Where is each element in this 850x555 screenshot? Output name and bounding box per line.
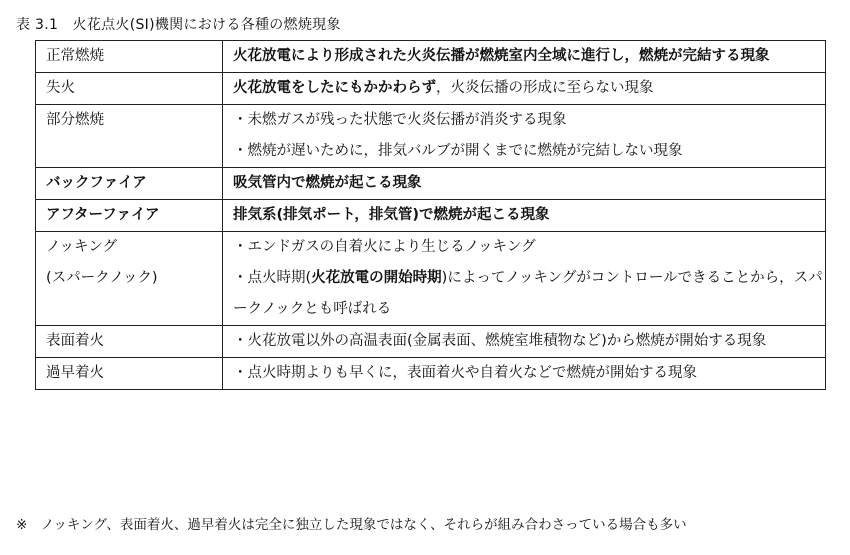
- term-cell: [36, 105, 223, 168]
- term-sublabel: (スパークノック): [46, 270, 158, 286]
- term-label: 失火: [46, 80, 75, 96]
- description-cell: [223, 232, 826, 326]
- table-row-knocking: [36, 232, 826, 326]
- description-cell: [223, 326, 826, 358]
- description-text: 火花放電により形成された火炎伝播が燃焼室内全域に進行し，燃焼が完結する現象: [233, 48, 770, 64]
- description-cell: [223, 200, 826, 232]
- description-bullet: ・燃焼が遅いために，排気バルブが開くまでに燃焼が完結しない現象: [233, 143, 683, 159]
- description-text: [233, 73, 825, 104]
- term-label: ノッキング: [46, 239, 118, 255]
- description-rest: ，火炎伝播の形成に至らない現象: [436, 80, 654, 96]
- footnote: ※ ノッキング、表面着火、過早着火は完全に独立した現象ではなく、それらが組み合わさっている場合も多い: [16, 517, 687, 533]
- term-label: 正常燃焼: [46, 48, 104, 64]
- table-row-normal-combustion: [36, 41, 826, 73]
- term-cell: [36, 73, 223, 105]
- description-bullet: ・未燃ガスが残った状態で火炎伝播が消炎する現象: [233, 112, 567, 128]
- term-cell: [36, 358, 223, 390]
- table-row-misfire: [36, 73, 826, 105]
- description-bold-part: 火花放電をしたにもかかわらず: [233, 80, 436, 96]
- description-cell: [223, 41, 826, 73]
- term-label: バックファイア: [46, 175, 147, 191]
- term-label: 部分燃焼: [46, 112, 104, 128]
- description-bullet: [233, 263, 825, 325]
- description-bullet: ・点火時期よりも早くに，表面着火や自着火などで燃焼が開始する現象: [233, 365, 697, 381]
- term-label: 表面着火: [46, 333, 104, 349]
- description-post: )によってノッキングがコントロールできることから，スパークノックとも呼ばれる: [233, 270, 823, 317]
- term-cell: [36, 326, 223, 358]
- combustion-phenomena-table: [35, 40, 826, 390]
- description-cell: [223, 105, 826, 168]
- description-pre: ・点火時期(: [233, 270, 312, 286]
- description-cell: [223, 358, 826, 390]
- term-cell: [36, 41, 223, 73]
- description-text: 排気系(排気ポート，排気管)で燃焼が起こる現象: [233, 207, 550, 223]
- table-row-partial-burn: [36, 105, 826, 168]
- term-cell: [36, 232, 223, 326]
- term-cell: [36, 168, 223, 200]
- table-row-afterfire: [36, 200, 826, 232]
- description-bullet: ・エンドガスの自着火により生じるノッキング: [233, 239, 536, 255]
- term-label: アフターファイア: [46, 207, 160, 223]
- term-cell: [36, 200, 223, 232]
- description-text: 吸気管内で燃焼が起こる現象: [233, 175, 422, 191]
- description-cell: [223, 73, 826, 105]
- table-row-backfire: [36, 168, 826, 200]
- table-row-preignition: [36, 358, 826, 390]
- table-row-surface-ignition: [36, 326, 826, 358]
- term-label: 過早着火: [46, 365, 104, 381]
- description-cell: [223, 168, 826, 200]
- description-bold-part: 火花放電の開始時期: [311, 270, 442, 286]
- description-bullet: ・火花放電以外の高温表面(金属表面、燃焼室堆積物など)から燃焼が開始する現象: [233, 333, 767, 349]
- table-caption: 表 3.1 火花点火(SI)機関における各種の燃焼現象: [16, 17, 341, 33]
